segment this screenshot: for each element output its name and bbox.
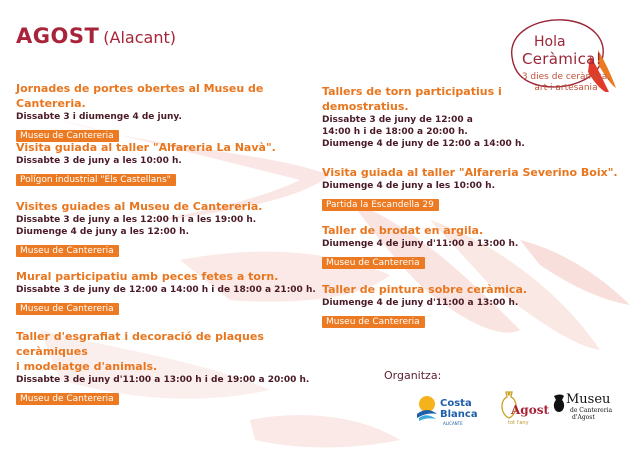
museu-logo-subtext: d'Agost <box>572 414 595 421</box>
logo-text-hola: Hola <box>534 34 566 50</box>
event-clay-embroidery <box>322 223 622 269</box>
costa-blanca-text: Costa <box>440 398 472 409</box>
event-ceramic-painting <box>322 282 622 328</box>
logo-tagline: 3 dies de ceràmica, art i artesania <box>521 72 611 93</box>
museu-logo-subtext: de Cantereria <box>570 407 613 414</box>
event-title: Visites guiades al Museu de Cantereria. <box>16 200 263 213</box>
costa-blanca-text: Blanca <box>440 409 478 420</box>
organizers-label: Organitza: <box>384 369 442 382</box>
event-title: Mural participatiu amb peces fetes a torn. <box>16 270 279 283</box>
location-badge: Museu de Cantereria <box>16 303 119 315</box>
event-title: Jornades de portes obertes al Museu de Cantereria. <box>16 82 264 110</box>
event-title: i modelatge d'animals. <box>16 360 158 373</box>
event-title: Taller d'esgrafiat i decoració de plaques ceràmiques <box>16 330 264 358</box>
page-title <box>16 24 176 48</box>
event-schedule: Diumenge 4 de juny de 12:00 a 14:00 h. <box>322 139 525 149</box>
event-schedule: Diumenge 4 de juny d'11:00 a 13:00 h. <box>322 239 519 249</box>
location-badge: Museu de Cantereria <box>16 393 119 405</box>
event-schedule: Dissabte 3 i diumenge 4 de juny. <box>16 112 182 122</box>
event-visit-severino-boix <box>322 165 622 211</box>
costa-blanca-subtext: ALICANTE <box>443 421 463 426</box>
event-visit-la-nava <box>16 140 316 186</box>
event-schedule: 14:00 h i de 18:00 a 20:00 h. <box>322 127 468 137</box>
event-title: Taller de pintura sobre ceràmica. <box>322 283 528 296</box>
museu-logo-text: Museu <box>566 392 611 407</box>
event-schedule: Diumenge 4 de juny a les 12:00 h. <box>16 227 189 237</box>
region-name: (Alacant) <box>103 28 176 47</box>
event-title: Visita guiada al taller "Alfareria La Navà". <box>16 141 276 154</box>
event-schedule: Dissabte 3 de juny de 12:00 a 14:00 h i de 18:00 a 21:00 h. <box>16 285 316 295</box>
location-badge: Museu de Cantereria <box>16 130 119 142</box>
event-guided-visits-museum <box>16 199 316 257</box>
agost-logo-tagline: tot l'any <box>508 420 529 426</box>
event-title: Tallers de torn participatius i <box>322 85 502 98</box>
location-badge: Museu de Cantereria <box>322 316 425 328</box>
event-sgraffito-workshop <box>16 329 316 405</box>
city-name: AGOST <box>16 24 100 48</box>
event-title: Taller de brodat en argila. <box>322 224 484 237</box>
event-schedule: Dissabte 3 de juny de 12:00 a <box>322 115 473 125</box>
costa-blanca-sun-icon <box>414 392 440 422</box>
event-open-doors <box>16 81 316 142</box>
event-participative-mural <box>16 269 316 315</box>
agost-logo-text: Agost <box>511 403 550 417</box>
event-title: Visita guiada al taller "Alfareria Severino Boix". <box>322 166 618 179</box>
event-schedule: Diumenge 4 de juny d'11:00 a 13:00 h. <box>322 298 519 308</box>
event-title: demostratius. <box>322 100 409 113</box>
location-badge: Museu de Cantereria <box>322 257 425 269</box>
event-schedule: Diumenge 4 de juny a les 10:00 h. <box>322 181 495 191</box>
location-badge: Museu de Cantereria <box>16 245 119 257</box>
event-schedule: Dissabte 3 de juny a les 12:00 h i a les 19:00 h. <box>16 215 257 225</box>
event-schedule: Dissabte 3 de juny a les 10:00 h. <box>16 156 182 166</box>
location-badge: Polígon industrial "Els Castellans" <box>16 174 176 186</box>
logo-text-ceramica: Ceràmica! <box>522 50 602 68</box>
location-badge: Partida la Escandella 29 <box>322 199 439 211</box>
hola-ceramica-logo <box>498 12 618 92</box>
event-wheel-workshops <box>322 84 525 150</box>
event-schedule: Dissabte 3 de juny d'11:00 a 13:00 h i de 19:00 a 20:00 h. <box>16 375 310 385</box>
